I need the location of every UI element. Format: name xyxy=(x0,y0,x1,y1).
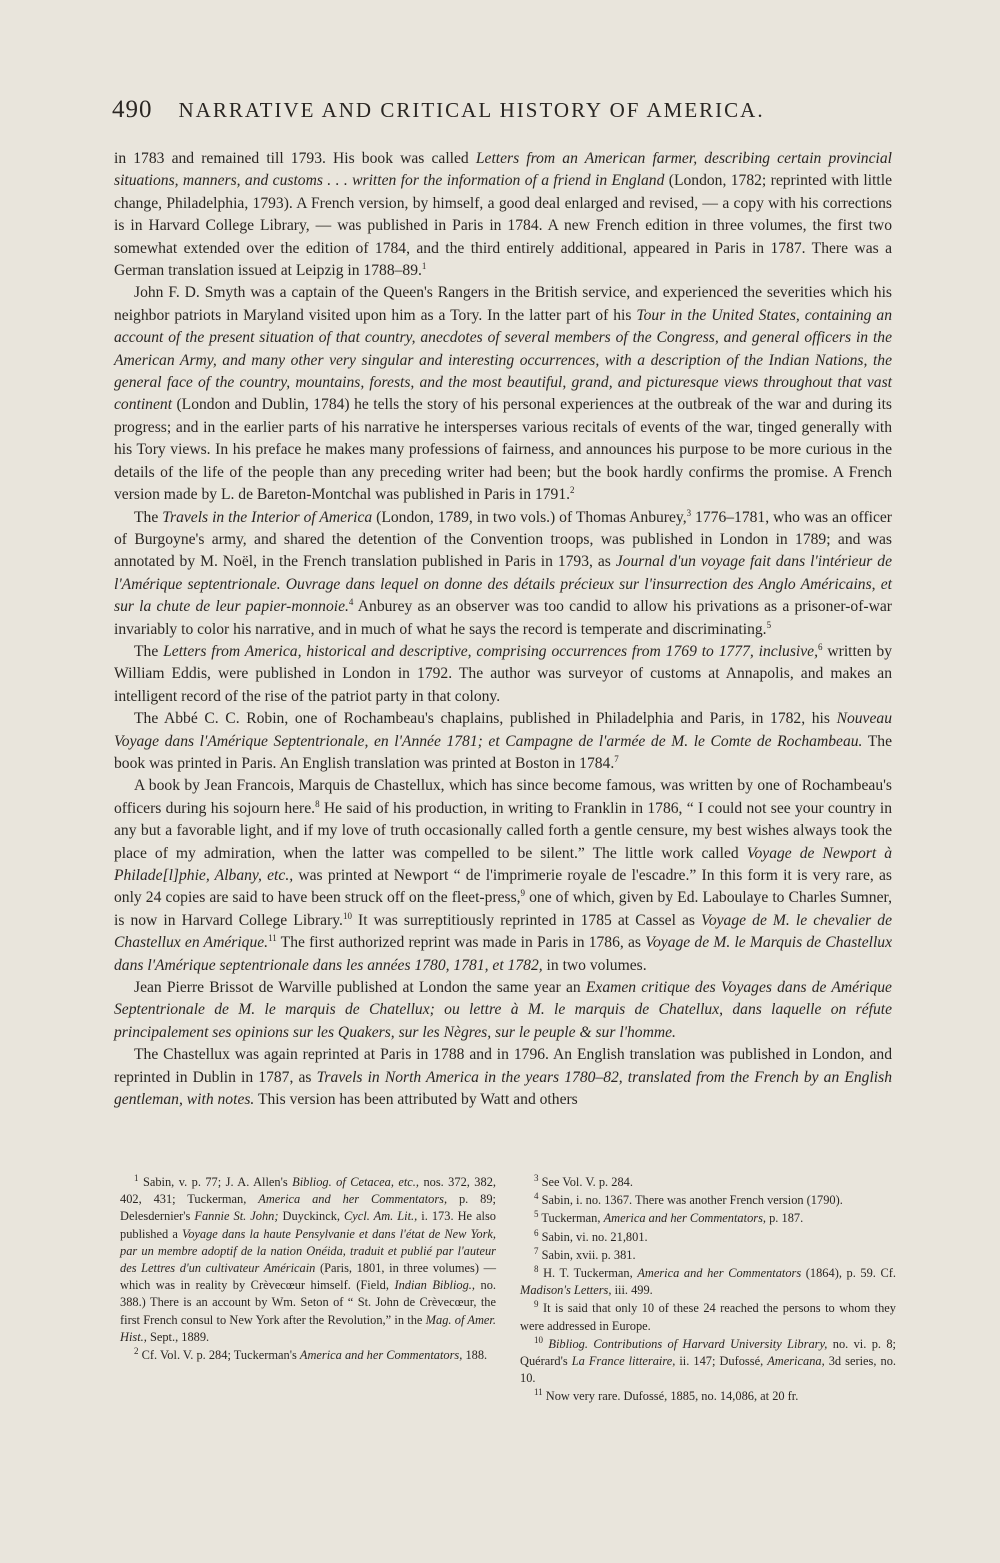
body-text xyxy=(114,148,892,1111)
book-title: Travels in the Interior of America xyxy=(162,508,373,526)
text-run: John F. D. Smyth was a captain of the Queen's Rangers in the British service, and experienced the severities which his neighbor patriots in Maryland visited upon him as a Tory. In the latter part of his xyxy=(114,284,892,324)
footnote-ref: 7 xyxy=(614,753,619,764)
book-title: Indian Bibliog., xyxy=(394,1278,476,1293)
footnotes xyxy=(120,1174,896,1407)
text-run: (London, 1789, in two vols.) of Thomas Anburey, xyxy=(372,508,687,526)
text-run: Duyckinck, xyxy=(278,1209,345,1224)
book-title: Cycl. Am. Lit., xyxy=(344,1209,418,1224)
paragraph-robin xyxy=(114,708,892,775)
footnote-number: 4 xyxy=(534,1191,539,1202)
book-title: Mag. of Amer. Hist., xyxy=(120,1312,496,1344)
text-run: The xyxy=(134,642,164,660)
text-run: The book was printed in Paris. An English translation was printed at Boston in 1784. xyxy=(114,732,892,772)
footnote-number: 3 xyxy=(534,1172,539,1183)
footnote-ref: 9 xyxy=(520,888,526,899)
footnote-ref: 3 xyxy=(686,507,692,518)
footnote-ref: 11 xyxy=(268,933,277,944)
paragraph-reprints xyxy=(114,1044,892,1111)
footnote-number: 5 xyxy=(534,1209,539,1220)
text-run: in two volumes. xyxy=(542,956,647,974)
book-title: America and her Commentators, xyxy=(299,1348,463,1363)
paragraph-anburey xyxy=(114,507,892,641)
footnote-number: 6 xyxy=(534,1227,539,1238)
footnote-1 xyxy=(120,1174,496,1346)
footnote-8 xyxy=(520,1265,896,1299)
paragraph-eddis xyxy=(114,641,892,708)
text-run: Sabin, xvii. p. 381. xyxy=(538,1247,636,1262)
paragraph-smyth xyxy=(114,282,892,506)
text-run: no. 388.) There is an account by Wm. Seton of “ St. John de Crèvecœur, the first French consul to New York after the Revolution,” in the xyxy=(120,1278,496,1327)
book-title: Examen critique des Voyages dans de Amérique Septentrionale de M. le marquis de Chatellux; ou lettre à M. le marquis de Chatellux, dans laquelle on réfute principalement ses opinions sur les Quakers, sur les Nègres, sur le peuple & sur l'homme. xyxy=(114,979,892,1041)
footnote-ref: 4 xyxy=(348,596,354,607)
text-run: Cf. Vol. V. p. 284; Tuckerman's xyxy=(138,1348,300,1363)
page-number: 490 xyxy=(112,96,153,123)
text-run: ii. 147; Dufossé, xyxy=(675,1354,768,1369)
footnote-ref: 5 xyxy=(766,619,772,630)
footnote-4 xyxy=(520,1192,896,1209)
text-run: nos. 372, 382, 402, 431; Tuckerman, xyxy=(120,1175,496,1207)
book-title: Nouveau Voyage dans l'Amérique Septentrionale, en l'Année 1781; et Campagne de l'armée de M. le Comte de Rochambeau. xyxy=(114,710,892,750)
text-run: The xyxy=(134,508,163,526)
book-title: Travels in North America in the years 1780–82, translated from the French by an English gentleman, with notes. xyxy=(114,1068,893,1109)
footnote-11 xyxy=(520,1388,896,1405)
footnote-7 xyxy=(520,1247,896,1264)
text-run: He said of his production, in writing to Franklin in 1786, “ I could not see your country in any but a favorable light, and if my love of truth occasionally called forth a gentle censure, my best wishes always took the place of my admiration, when the latter was compelled to be silent.” The little work called xyxy=(114,799,892,862)
text-run: Tuckerman, xyxy=(538,1211,604,1226)
text-run: The Abbé C. C. Robin, one of Rochambeau's chaplains, published in Philadelphia and Paris, in 1782, his xyxy=(134,710,837,728)
footnote-ref: 10 xyxy=(342,910,352,921)
book-title: Letters from an American farmer, describing certain provincial situations, manners, and customs . . . written for the information of a friend in England xyxy=(114,150,892,190)
text-run: iii. 499. xyxy=(611,1283,653,1298)
text-run: It is said that only 10 of these 24 reached the persons to whom they were addressed in Europe. xyxy=(520,1301,896,1333)
text-run: It was surreptitiously reprinted in 1785 at Cassel as xyxy=(351,911,702,929)
book-title: America and her Commentators, xyxy=(603,1211,767,1226)
book-title: Letters from America, historical and descriptive, comprising occurrences from 1769 to 1777, inclusive, xyxy=(163,642,818,660)
book-title: America and her Commentators, xyxy=(258,1192,448,1207)
book-title: Voyage de M. le chevalier de Chastellux en Amérique. xyxy=(114,911,892,952)
paragraph-crevecoeur xyxy=(114,148,892,282)
text-run: A book by Jean Francois, Marquis de Chastellux, which has since become famous, was written by one of Rochambeau's officers during his sojourn here. xyxy=(114,777,892,817)
text-run: written by William Eddis, were published in London in 1792. The author was surveyor of customs at Annapolis, and makes an intelligent record of the rise of the patriot party in that colony. xyxy=(114,642,892,705)
running-title: NARRATIVE AND CRITICAL HISTORY OF AMERICA. xyxy=(178,98,765,122)
footnote-9 xyxy=(520,1300,896,1334)
text-run: (London and Dublin, 1784) he tells the story of his personal experiences at the outbreak of the war and during its progress; and in the earlier parts of his narrative he intersperses various recitals of events of the war, tinged generally with his Tory views. In his preface he makes many professions of fairness, and announces his purpose to be more curious in the details of the life of the people than any preceding writer had been; but the book hardly confirms the promise. A French version made by L. de Bareton-Montchal was published in Paris in 1791. xyxy=(114,396,892,504)
footnote-number: 9 xyxy=(534,1299,539,1310)
text-run: H. T. Tuckerman, xyxy=(538,1266,638,1281)
text-run: Sabin, i. no. 1367. There was another French version (1790). xyxy=(538,1193,843,1208)
footnote-3 xyxy=(520,1174,896,1191)
footnote-column-right xyxy=(520,1174,896,1407)
book-title: Tour in the United States, containing an account of the present situation of that country, anecdotes of several members of the Congress, and general officers in the American Army, and many other very singular and interesting occurrences, with a description of the Indian Nations, the general face of the country, mountains, forests, and the most beautiful, grand, and picturesque views throughout that vast continent xyxy=(114,306,892,414)
book-title: Journal d'un voyage fait dans l'intérieur de l'Amérique septentrionale. Ouvrage dans lequel on donne des détails précieux sur l'insurrection des Anglo Américains, et sur la chute de leur papier-monnoie. xyxy=(114,553,892,616)
text-run: i. 173. He also published a xyxy=(120,1209,497,1241)
text-run: Anburey as an observer was too candid to allow his privations as a prisoner-of-war invariably to color his narrative, and in much of what he says the record is temperate and discriminating. xyxy=(114,598,892,638)
footnote-ref: 2 xyxy=(570,484,575,495)
text-run: (1864), p. 59. Cf. xyxy=(801,1266,896,1281)
book-title: Voyage de M. le Marquis de Chastellux dans l'Amérique septentrionale dans les années 1780, 1781, et 1782, xyxy=(114,934,893,974)
footnote-ref: 1 xyxy=(421,260,427,271)
text-run: p. 89; Delesdernier's xyxy=(120,1192,496,1224)
text-run: Sept., 1889. xyxy=(146,1329,210,1344)
book-title: Bibliog. Contributions of Harvard University Library, xyxy=(548,1336,828,1351)
footnote-column-left xyxy=(120,1174,496,1407)
footnote-5 xyxy=(520,1210,896,1227)
book-title: Bibliog. of Cetacea, etc., xyxy=(292,1175,419,1189)
footnote-6 xyxy=(520,1229,896,1246)
book-title: Voyage dans la haute Pensylvanie et dans l'état de New York, par un membre adoptif de la nation Onéida, traduit et publié par l'auteur des Lettres d'un cultivateur Américain xyxy=(120,1226,496,1276)
footnote-number: 2 xyxy=(134,1345,139,1356)
footnote-ref: 6 xyxy=(818,641,823,652)
text-run: (London, 1782; reprinted with little change, Philadelphia, 1793). A French version, by himself, a good deal enlarged and revised, — a copy with his corrections is in Harvard College Library, — was published in Paris in 1784. A new French edition in three volumes, the first two somewhat extended over the edition of 1784, and the third entirely additional, appeared in Paris in 1787. There was a German translation issued at Leipzig in 1788–89. xyxy=(114,172,892,280)
text-run: Sabin, v. p. 77; J. A. Allen's xyxy=(138,1175,293,1189)
book-title: Madison's Letters, xyxy=(520,1283,612,1298)
book-title: La France litteraire, xyxy=(571,1354,676,1369)
book-title: Voyage de Newport à Philade[l]phie, Albany, etc., xyxy=(114,844,892,884)
footnote-number: 8 xyxy=(534,1263,539,1274)
text-run: no. vi. p. 8; Quérard's xyxy=(520,1336,897,1369)
text-run: Now very rare. Dufossé, 1885, no. 14,086, at 20 fr. xyxy=(542,1389,799,1404)
paragraph-chastellux xyxy=(114,775,892,977)
running-head xyxy=(112,96,802,124)
text-run: 1776–1781, who was an officer of Burgoyne's army, and shared the detention of the Convention troops, was published in London in 1789; and was annotated by M. Noël, in the French translation published in Paris in 1793, as xyxy=(114,508,892,571)
text-run: 3d series, no. 10. xyxy=(520,1354,896,1386)
text-run: Sabin, vi. no. 21,801. xyxy=(538,1229,648,1244)
footnote-number: 10 xyxy=(534,1334,543,1345)
text-run: 188. xyxy=(462,1348,488,1363)
footnote-10 xyxy=(520,1336,896,1388)
text-run: one of which, given by Ed. Laboulaye to Charles Sumner, is now in Harvard College Library. xyxy=(114,889,892,929)
footnote-number: 1 xyxy=(134,1172,139,1183)
book-title: Americana, xyxy=(767,1354,825,1369)
text-run: The first authorized reprint was made in Paris in 1786, as xyxy=(276,934,646,952)
text-run: This version has been attributed by Watt and others xyxy=(254,1091,578,1109)
paragraph-brissot xyxy=(114,977,892,1044)
footnote-2 xyxy=(120,1347,496,1364)
text-run: p. 187. xyxy=(766,1211,804,1226)
book-title: Fannie St. John; xyxy=(194,1209,279,1224)
text-run: The Chastellux was again reprinted at Paris in 1788 and in 1796. An English translation was published in London, and reprinted in Dublin in 1787, as xyxy=(114,1046,892,1086)
book-title: America and her Commentators xyxy=(637,1266,802,1281)
text-run: Jean Pierre Brissot de Warville published at London the same year an xyxy=(134,979,586,997)
text-run: in 1783 and remained till 1793. His book was called xyxy=(114,150,476,167)
text-run: (Paris, 1801, in three volumes) — which was in reality by Crèvecœur himself. (Field, xyxy=(120,1261,496,1293)
footnote-number: 11 xyxy=(534,1387,543,1398)
footnote-ref: 8 xyxy=(315,798,320,809)
text-run: See Vol. V. p. 284. xyxy=(538,1175,633,1189)
text-run: was printed at Newport “ de l'imprimerie royale de l'escadre.” In this form it is very rare, as only 24 copies are said to have been struck off on the fleet-press, xyxy=(114,867,893,907)
footnote-number: 7 xyxy=(534,1245,539,1256)
